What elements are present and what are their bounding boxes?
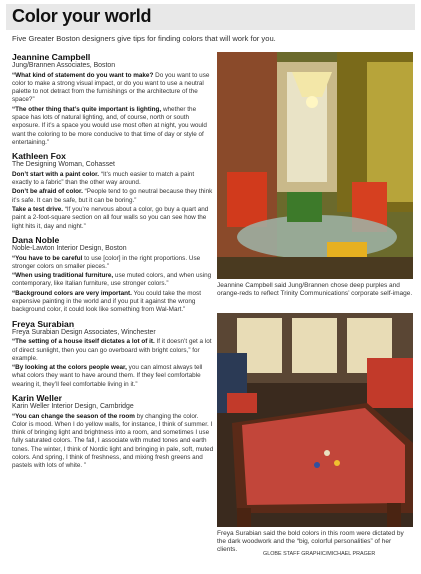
tip-body: You could take the most expensive painting in the world and if you put it against the wrong background color, it could look like something from Wal-Mart.” — [12, 289, 201, 314]
tip-paragraph — [12, 272, 214, 289]
designer-section — [12, 52, 214, 147]
designer-section — [12, 319, 214, 389]
designer-section — [12, 393, 214, 471]
designer-name: Jeannine Campbell — [12, 52, 91, 62]
tip-body: “If you’re nervous about a color, go buy a quart and paint a 2-foot-square section on all four walls so you can see how the light hits it, day and night.” — [12, 206, 209, 230]
tip-lead: “By looking at the colors people wear, — [12, 364, 127, 372]
tip-paragraph — [12, 188, 214, 205]
tip-lead: “You can change the season of the room — [12, 412, 135, 420]
tip-lead: Take a test drive. — [12, 206, 64, 214]
tip-body: use muted colors, and when using contemporary, like Italian furniture, use stronger colors.” — [12, 272, 212, 288]
tip-paragraph — [12, 72, 214, 105]
tip-lead: “When using traditional furniture, — [12, 272, 114, 280]
designer-name: Freya Surabian — [12, 318, 75, 329]
tip-lead: “You have to be careful — [12, 254, 83, 262]
photo-column — [217, 52, 413, 559]
photo-caption: Jeannine Campbell said Jung/Brannen chose deep purples and orange-reds to reflect Trinity Communications’ corporate self-image. — [217, 282, 413, 298]
tip-lead: Don’t be afraid of color. — [12, 188, 83, 196]
designer-section — [12, 151, 214, 231]
designer-firm: Karin Weller Interior Design, Cambridge — [12, 402, 134, 410]
tip-lead: “What kind of statement do you want to make? — [12, 71, 154, 79]
designer-firm: Jung/Brannen Associates, Boston — [12, 62, 116, 69]
tip-paragraph — [12, 206, 214, 231]
tip-body: by changing the color. Color is mood. When I do yellow walls, for instance, I think of summer. I think of bringing light and brightness into a room, and sometimes I use fully saturated colors. The fall, I associate with muted tones and earth tones. The winter, I think of Nordic light and bringing in pale, soft, muted colors. And spring, I think of freshness, and mixing fresh greens and pastels with lots of white. ” — [12, 412, 214, 470]
tip-body: you can almost always tell what colors they want to have around them. If they feel comfortable wearing it, they’ll feel comfortable living in it.” — [12, 364, 203, 388]
designer-firm: Freya Surabian Design Associates, Winchester — [12, 328, 156, 336]
graphic-credit: GLOBE STAFF GRAPHIC/MICHAEL PRAGER — [263, 551, 376, 557]
designer-tips-column — [12, 52, 214, 475]
designer-name: Dana Noble — [12, 234, 60, 245]
office-illustration — [217, 52, 413, 279]
tip-paragraph — [12, 106, 214, 147]
page-title: Color your world — [12, 6, 152, 26]
tip-body: whether the space has lots of natural lighting, and, of course, north or south exposure. If it’s a space you would use most often at night, you would want the coloring to be more conducive to that time of day or style of entertaining.” — [12, 105, 207, 146]
designer-firm: Noble-Lawton Interior Design, Boston — [12, 244, 127, 252]
tip-body: Do you want to use color to make a strong visual impact, or do you want to use a neutral palette to not detract from the furnishings or the architecture of the space?” — [12, 71, 210, 104]
billiard-room-photo — [217, 313, 413, 527]
designer-name: Kathleen Fox — [12, 151, 66, 162]
page-subtitle: Five Greater Boston designers give tips for finding colors that will work for you. — [12, 34, 276, 43]
tip-body: “It’s much easier to match a paint exactly to a fabric” than the other way around. — [12, 170, 195, 187]
tip-body: If it doesn’t get a lot of direct sunlight, then you can go overboard with bright colors,” for example. — [12, 338, 212, 362]
tip-paragraph — [12, 364, 214, 389]
tip-lead: “Background colors are very important. — [12, 289, 132, 297]
tip-paragraph — [12, 171, 214, 188]
tip-paragraph — [12, 413, 214, 471]
photo-caption: Freya Surabian said the bold colors in this room were dictated by the dark woodwork and the “big, colorful personalities” of her clients. — [217, 530, 404, 554]
office-photo — [217, 52, 413, 279]
designer-firm: The Designing Woman, Cohasset — [12, 161, 115, 169]
designer-section — [12, 235, 214, 315]
tip-paragraph — [12, 255, 214, 272]
tip-paragraph — [12, 338, 214, 363]
tip-lead: Don’t start with a paint color. — [12, 170, 100, 178]
tip-paragraph — [12, 290, 214, 315]
tip-lead: “The setting of a house itself dictates a lot of it. — [12, 338, 155, 346]
billiard-room-illustration — [217, 313, 413, 527]
tip-body: “People tend to go neutral because they think it’s safe. It can be safe, but it can be boring.” — [12, 188, 213, 204]
tip-lead: “The other thing that’s quite important is lighting, — [12, 105, 162, 113]
designer-name: Karin Weller — [12, 392, 62, 403]
title-bar — [6, 4, 415, 30]
tip-body: to use [color] in the right proportions. Use stronger colors on smaller pieces.” — [12, 254, 201, 270]
